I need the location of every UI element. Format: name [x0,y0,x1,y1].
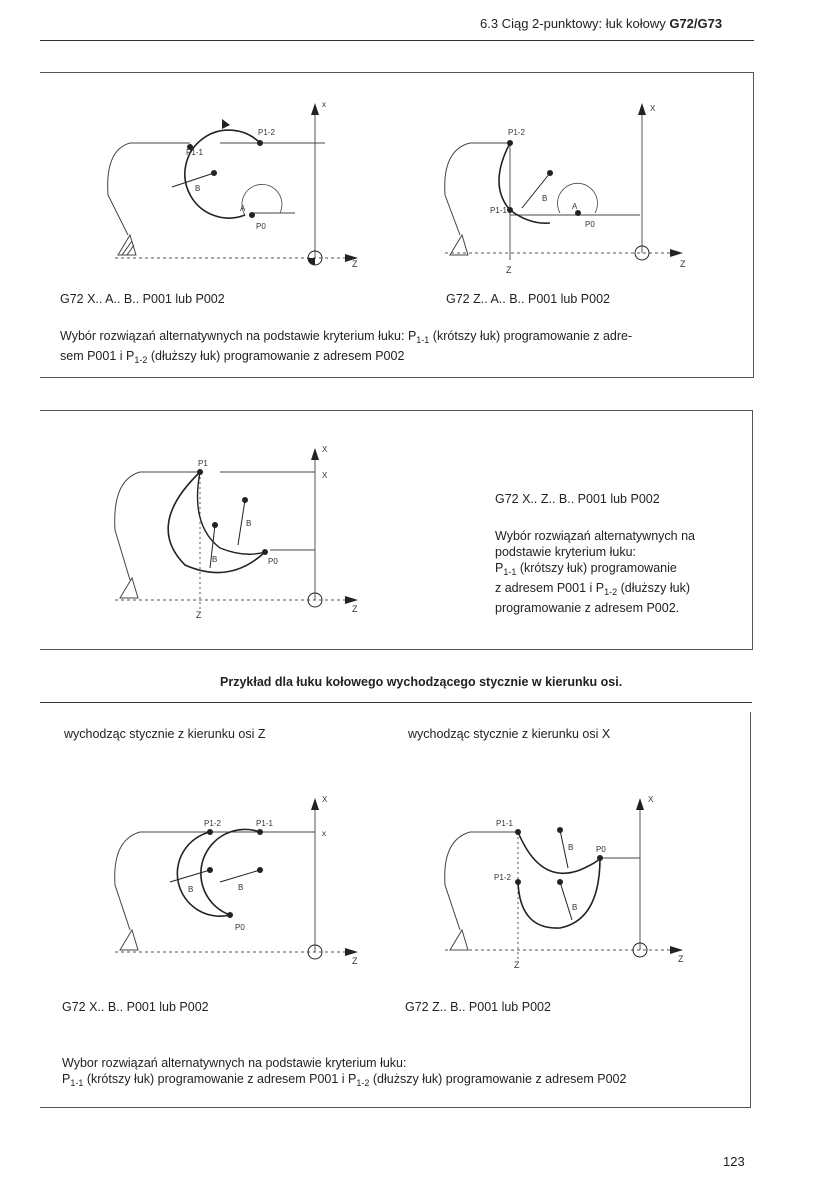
diagram-3-right [430,790,710,970]
header-rule [40,40,754,41]
caption-1-left: G72 X.. A.. B.. P001 lub P002 [60,292,225,306]
caption-3-right: G72 Z.. B.. P001 lub P002 [405,1000,551,1014]
label-b1: B [246,519,252,528]
label-p12: P1-2 [494,873,511,882]
arc-short [198,472,266,554]
label-z: Z [352,604,358,614]
z-arrow [670,249,683,257]
label-p11: P1-1 [186,148,203,157]
s3-line2-b: (dłuższy łuk) programowanie z adresem P002 [369,1072,627,1086]
s2-line3-p: P [495,561,504,575]
point-p0 [597,855,603,861]
heading-rule [40,702,752,703]
point-p11 [507,207,513,213]
label-p0: P0 [596,845,606,854]
label-x: X [650,104,656,113]
label-p12: P1-2 [204,819,221,828]
chuck-hatch [120,578,138,598]
diagram-1-left [100,95,380,275]
section-3-text [62,1055,747,1091]
workpiece-outline [108,143,325,235]
x-arrow [311,103,319,115]
x-arrow [311,448,319,460]
s2-line1: Wybór rozwiązań alternatywnych na [495,529,695,543]
text-c: sem P001 i P [60,349,135,363]
label-z: Z [678,954,684,964]
sub-b: 1-2 [134,355,148,365]
label-x2: X [322,471,328,480]
s3-line2-a: (krótszy łuk) programowanie z adresem P001 i P [83,1072,357,1086]
label-3-left: wychodząc stycznie z kierunku osi Z [64,727,266,741]
label-z2: Z [196,610,202,620]
chuck-hatch [450,235,468,255]
label-p1: P1 [198,459,208,468]
label-a: A [572,202,578,211]
s2-line5: programowanie z adresem P002. [495,601,680,615]
text-d: (dłuższy łuk) programowanie z adresem P002 [147,349,405,363]
workpiece-outline [445,143,640,235]
radius-line-1 [170,870,210,882]
label-p0: P0 [256,222,266,231]
text-a: Wybór rozwiązań alternatywnych na podstawie kryterium łuku: P [60,329,417,343]
label-p11: P1-1 [496,819,513,828]
label-3-right: wychodząc stycznie z kierunku osi X [408,727,611,741]
page-number: 123 [723,1154,745,1169]
label-p12: P1-2 [258,128,275,137]
diagram-1-right [430,95,710,275]
arc-small [558,183,598,213]
label-x: X [322,795,328,804]
point-p0 [227,912,233,918]
radius-line-1 [560,830,568,868]
z-arrow [670,946,683,954]
point-p12 [207,829,213,835]
label-z2: Z [514,960,520,970]
chuck-hatch [450,930,468,950]
radius-line-2 [560,882,572,920]
arc-outer [177,832,230,916]
workpiece-outline [445,832,640,930]
s2-line4-a: z adresem P001 i P [495,581,605,595]
radius-line [172,173,214,187]
label-p12: P1-2 [508,128,525,137]
point-p12 [515,879,521,885]
origin-fill [308,258,315,265]
label-p0: P0 [585,220,595,229]
text-b: (krótszy łuk) programowanie z adre- [429,329,633,343]
label-x2: x [322,829,326,838]
s3-line2-p: P [62,1072,71,1086]
x-arrow [638,103,646,115]
x-arrow [636,798,644,810]
label-b1: B [568,843,574,852]
arc-long [518,858,600,928]
label-p11: P1-1 [256,819,273,828]
label-b2: B [572,903,578,912]
label-x: X [648,795,654,804]
arc-small [242,184,282,215]
sub-a: 1-1 [416,335,430,345]
point-p0 [262,549,268,555]
z-arrow [345,948,358,956]
point-p12 [257,140,263,146]
x-arrow [311,798,319,810]
radius-line-2 [220,870,260,882]
label-z: Z [352,259,358,269]
section-1-text [60,328,745,368]
chuck-hatch [120,930,138,950]
caption-1-right: G72 Z.. A.. B.. P001 lub P002 [446,292,610,306]
s2-line4-sub: 1-2 [604,587,618,597]
label-z2: Z [506,265,512,275]
point-p11 [257,829,263,835]
chuck-hatch [118,235,136,255]
s3-line2-sub: 1-1 [70,1078,84,1088]
arc-short [518,832,600,873]
label-x: X [322,445,328,454]
radius-line-1 [238,500,245,545]
header-title: 6.3 Ciąg 2-punktowy: łuk kołowy [480,16,666,31]
example-heading: Przykład dla łuku kołowego wychodzącego stycznie w kierunku osi. [220,675,623,689]
s3-line2-sub2: 1-2 [356,1078,370,1088]
label-b: B [195,184,201,193]
running-header [480,16,722,31]
label-p11: P1-1 [490,206,507,215]
point-p1 [197,469,203,475]
s2-line3-sub: 1-1 [503,567,517,577]
caption-3-left: G72 X.. B.. P001 lub P002 [62,1000,209,1014]
label-x: x [322,100,326,109]
s2-line4-rest: (dłuższy łuk) [617,581,691,595]
label-z: Z [680,259,686,269]
z-arrow [345,596,358,604]
point-p12 [507,140,513,146]
section-2-text [495,528,745,616]
point-p11 [515,829,521,835]
label-p0: P0 [268,557,278,566]
label-p0: P0 [235,923,245,932]
diagram-3-left [100,790,380,970]
diagram-2 [100,440,380,620]
label-a: A [240,204,246,213]
label-b1: B [188,885,194,894]
caption-2: G72 X.. Z.. B.. P001 lub P002 [495,492,660,506]
label-b: B [542,194,548,203]
s2-line3-rest: (krótszy łuk) programowanie [516,561,677,575]
arc-arrow [222,119,230,129]
header-code: G72/G73 [669,16,723,31]
point-p0 [249,212,255,218]
s2-line2: podstawie kryterium łuku: [495,545,637,559]
label-b2: B [238,883,244,892]
label-z: Z [352,956,358,966]
s3-line1: Wybor rozwiązań alternatywnych na podstawie kryterium łuku: [62,1056,407,1070]
label-b2: B [212,555,218,564]
